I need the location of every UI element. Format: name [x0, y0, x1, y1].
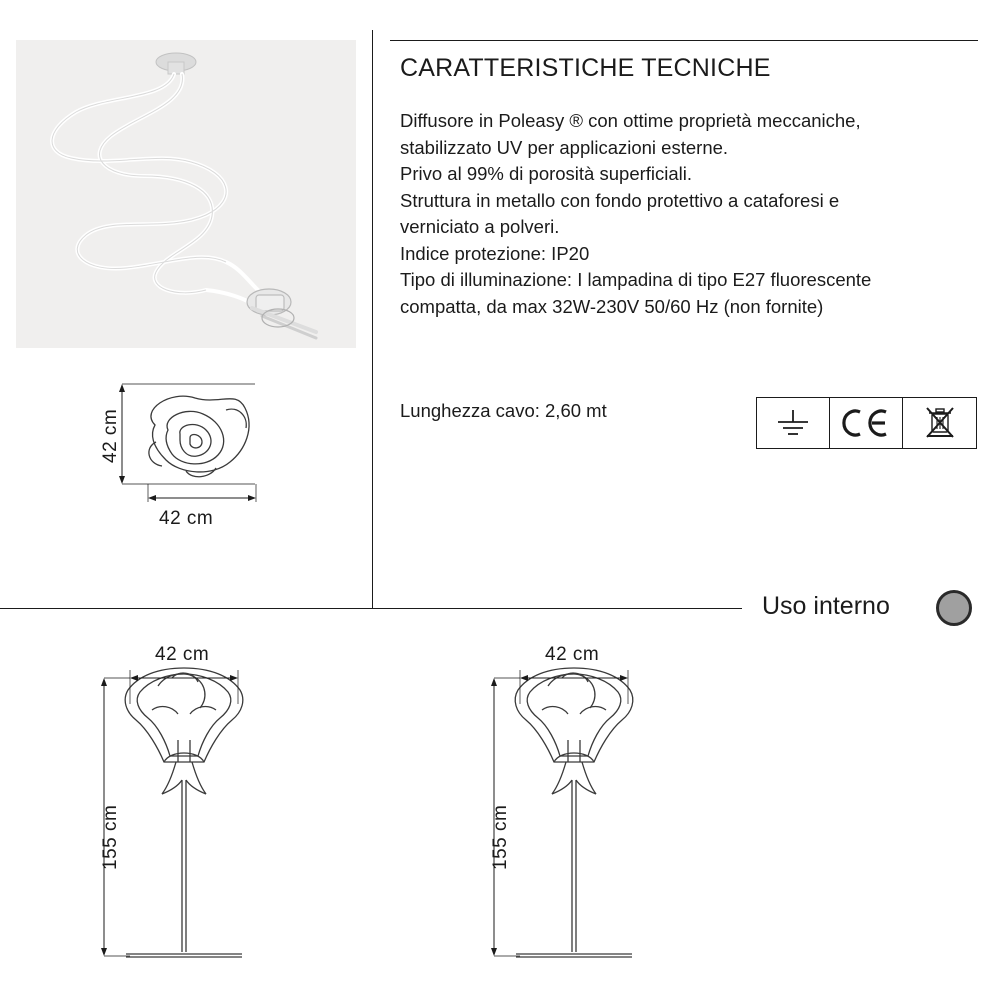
- tech-description: [400, 108, 970, 320]
- tech-line: stabilizzato UV per applicazioni esterne.: [400, 136, 729, 158]
- weee-crossed-bin-icon: [923, 405, 957, 441]
- floor-lamp-right-height-label: 155 cm: [490, 804, 511, 870]
- usage-indicator-icon: [936, 590, 972, 626]
- product-photo: [16, 40, 356, 348]
- tech-line: Privo al 99% di porosità superficiali.: [400, 163, 693, 184]
- cert-cell-ce: [830, 398, 903, 448]
- title-underline: [390, 40, 978, 41]
- page-title: CARATTERISTICHE TECNICHE: [400, 54, 771, 82]
- tech-line: Indice protezione: IP20: [400, 242, 590, 264]
- mid-divider-right: [372, 608, 742, 609]
- top-view-width-label: 42 cm: [159, 508, 214, 529]
- certification-marks: [756, 397, 977, 449]
- tech-line: compatta, da max 32W-230V 50/60 Hz (non fornite): [400, 295, 824, 317]
- tech-line: verniciato a polveri.: [400, 216, 560, 237]
- cable-length-text: Lunghezza cavo: 2,60 mt: [400, 400, 607, 421]
- cert-cell-ground: [757, 398, 830, 448]
- tech-line: Tipo di illuminazione: I lampadina di tipo E27 fluorescente: [400, 269, 872, 290]
- top-view-height-label: 42 cm: [100, 408, 121, 463]
- usage-label: Uso interno: [762, 592, 890, 620]
- mid-divider-left: [0, 608, 372, 609]
- tech-line: Struttura in metallo con fondo protettivo a cataforesi e: [400, 189, 840, 211]
- earth-ground-icon: [772, 406, 814, 440]
- floor-lamp-left-width-label: 42 cm: [155, 644, 210, 665]
- floor-lamp-right-width-label: 42 cm: [545, 644, 600, 665]
- ce-mark-icon: [840, 408, 892, 438]
- cert-cell-weee: [903, 398, 976, 448]
- tech-line: Diffusore in Poleasy ® con ottime proprietà meccaniche,: [400, 110, 861, 131]
- floor-lamp-left-height-label: 155 cm: [100, 804, 121, 870]
- vertical-divider: [372, 30, 373, 608]
- product-photo-illustration: [16, 40, 356, 348]
